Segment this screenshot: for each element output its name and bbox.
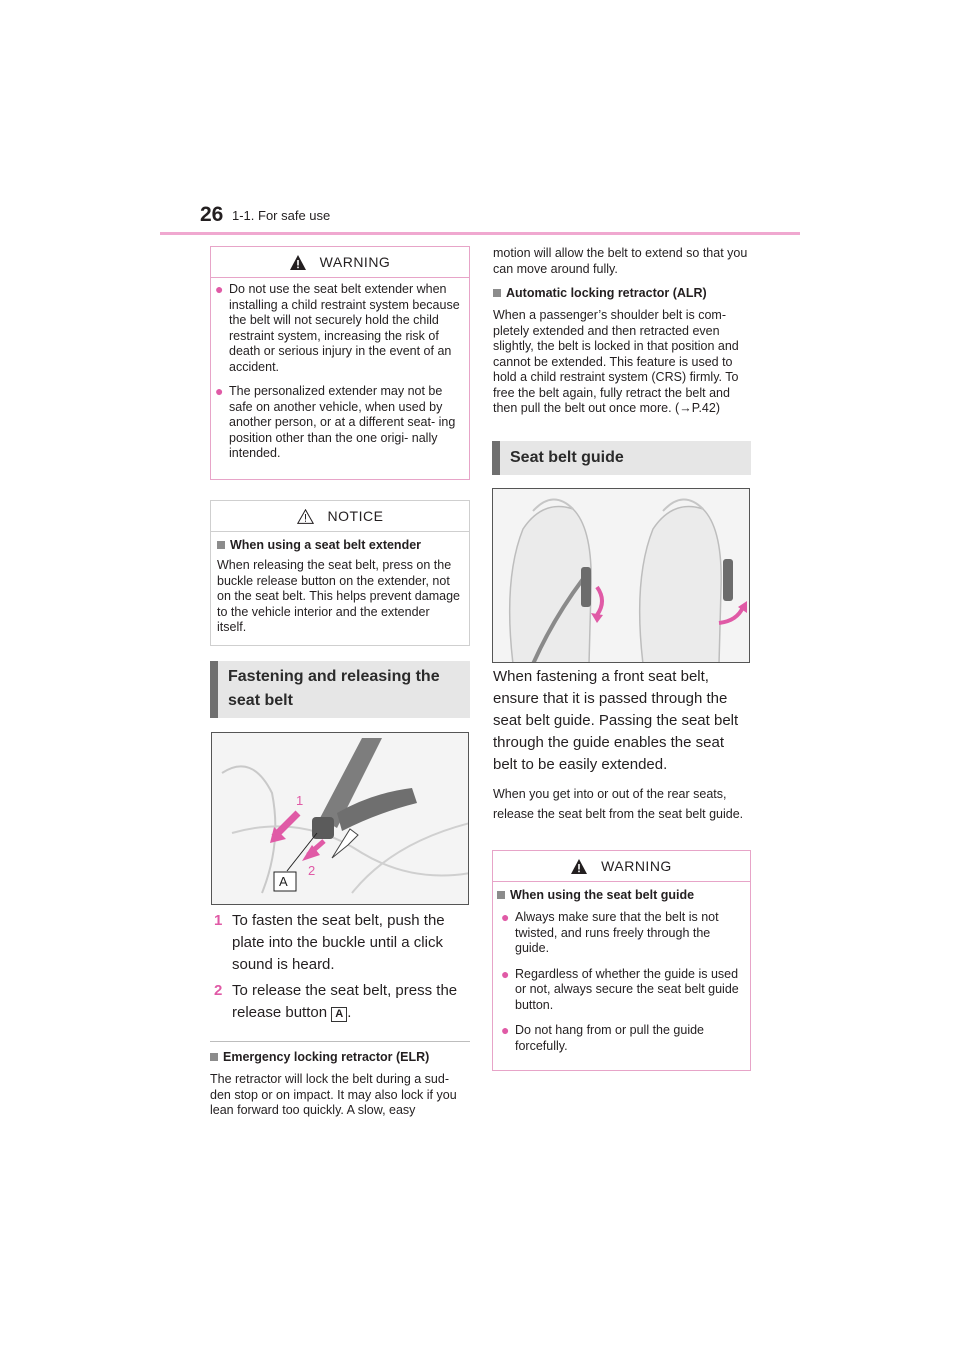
guide-sub-text: When you get into or out of the rear seats, release the seat belt from the seat belt guide. (493, 787, 744, 821)
bullet-icon: ● (501, 1022, 510, 1038)
page-number: 26 (200, 203, 224, 226)
elr-continuation: motion will allow the belt to extend so that you can move around fully. (493, 246, 748, 276)
notice-triangle-icon (297, 509, 314, 524)
alr-section (493, 286, 753, 417)
seat-belt-guide-illustration (492, 488, 750, 663)
step-text: To fasten the seat belt, push the plate into the buckle until a click sound is heard. (232, 912, 445, 973)
notice-subheading: When using a seat belt extender (217, 538, 461, 552)
elr-subheading: Emergency locking retractor (ELR) (210, 1050, 472, 1064)
warning-header (493, 851, 750, 882)
elr-section (210, 1050, 472, 1119)
warning-title: WARNING (601, 858, 672, 874)
bullet-icon: ● (501, 909, 510, 925)
fastening-steps (214, 910, 474, 1024)
notice-box (210, 500, 470, 646)
figure-label-a: A (279, 874, 288, 889)
step-1 (214, 910, 474, 976)
header-rule (160, 232, 800, 235)
warning-triangle-icon (571, 859, 587, 874)
guide-main-text: When fastening a front seat belt, ensure that it is passed through the seat belt guide. Passing the seat belt through the guide enables the seat belt to be easily extended. (493, 668, 739, 773)
square-bullet-icon (493, 289, 501, 297)
elr-text: The retractor will lock the belt during a sud- den stop or on impact. It may also lock if you lean forward too quickly. A slow, easy (210, 1072, 457, 1117)
divider (210, 1041, 470, 1042)
warning-item: ● Regardless of whether the guide is used or not, always secure the seat belt guide button. (501, 965, 739, 1012)
step-number: 2 (214, 982, 223, 999)
warning-item: ● Do not use the seat belt extender when installing a child restraint system because the belt will not securely hold the child restraint system, increasing the risk of death or serious injury in the event of an accident. (215, 281, 460, 374)
alr-subheading: Automatic locking retractor (ALR) (493, 286, 753, 300)
warning-header (211, 247, 469, 278)
notice-title: NOTICE (327, 508, 384, 524)
square-bullet-icon (210, 1053, 218, 1061)
guide-section-title: Seat belt guide (492, 441, 751, 475)
callout-a: A (331, 1007, 347, 1022)
warning-item: ● Do not hang from or pull the guide forcefully. (501, 1022, 705, 1053)
warning-title: WARNING (319, 254, 391, 270)
buckle-drawing (212, 733, 469, 905)
bullet-icon: ● (215, 383, 224, 399)
notice-text: When releasing the seat belt, press on the buckle release button on the extender, not on the seat belt. This helps prevent damage to the vehicle interior and the extender itself. (217, 558, 460, 634)
step-text: To release the seat belt, press the release button A . (232, 982, 458, 1021)
guide-drawing (493, 489, 750, 663)
square-bullet-icon (217, 541, 225, 549)
step-2 (214, 980, 474, 1024)
section-heading: 1-1. For safe use (232, 208, 331, 223)
square-bullet-icon (497, 891, 505, 899)
notice-header (211, 501, 469, 532)
bullet-icon: ● (215, 281, 224, 297)
bullet-icon: ● (501, 965, 510, 982)
warning-triangle-icon (290, 255, 306, 270)
fastening-section-title: Fastening and releasing the seat belt (210, 661, 470, 718)
figure-label-1: 1 (296, 793, 304, 808)
warning-box-1 (210, 246, 470, 480)
figure-label-2: 2 (308, 863, 316, 878)
step-number: 1 (214, 912, 223, 929)
warning-subheading: When using the seat belt guide (497, 888, 750, 902)
seat-belt-buckle-illustration (211, 732, 469, 905)
warning-box-2 (492, 850, 751, 1071)
alr-text: When a passenger’s shoulder belt is com- pletely extended and then retracted even slightly, the belt is locked in that position and cannot be extended. This feature is used to hold a child restraint system (CRS) firmly. To free the belt again, fully retract the belt and then pull the belt out once more. (→P.42) (493, 308, 739, 415)
warning-item: ● Always make sure that the belt is not twisted, and runs freely through the guide. (501, 909, 719, 955)
warning-item: ● The personalized extender may not be safe on another vehicle, when used by another person, or at a different seat- ing position other than the one origi- nally intended. (215, 383, 456, 460)
